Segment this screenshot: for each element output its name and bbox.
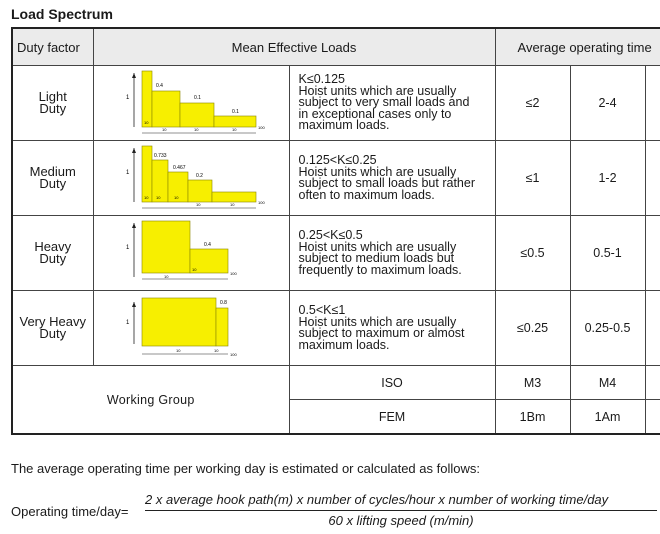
svg-text:1: 1 [126,319,130,326]
description-line: subject to very small loads and [298,95,470,110]
load-description [289,216,495,291]
duty-cell [12,141,93,216]
avg-time-value: 0.5-1 [570,216,645,291]
svg-text:10: 10 [144,119,149,125]
table-header-row [12,28,660,66]
load-spectrum-diagram-very-heavy [116,292,266,362]
load-diagram-cell [93,291,289,366]
table-row-heavy-duty [12,216,660,291]
table-row-light-duty [12,66,660,141]
avg-time-value: ≤0.5 [495,216,570,291]
load-range: 0.5<K≤1 [298,303,346,317]
svg-text:10: 10 [230,201,235,207]
duty-suffix: Duty [39,101,67,116]
duty-name: Heavy [34,239,72,254]
iso-value [645,366,660,400]
iso-label: ISO [289,366,495,400]
svg-text:10: 10 [194,126,199,132]
description-line: subject to small loads but rather [298,176,475,190]
description-line: Hoist units which are usually [298,164,457,179]
avg-time-value: 2-4 [570,66,645,141]
avg-time-value [645,216,660,291]
svg-text:100: 100 [258,124,265,130]
svg-text:0.4: 0.4 [156,82,163,89]
svg-text:100: 100 [258,199,265,205]
duty-cell [12,66,93,141]
svg-text:0.467: 0.467 [173,164,186,171]
load-spectrum-diagram-light [116,67,266,137]
svg-text:0.2: 0.2 [196,172,203,179]
fem-value: 1Bm [495,400,570,435]
avg-time-value [645,291,660,366]
header-mean-loads: Mean Effective Loads [93,28,495,66]
load-diagram-cell [93,66,289,141]
fem-value: 1Am [570,400,645,435]
duty-name: Very Heavy [19,314,86,329]
svg-text:0.733: 0.733 [154,152,167,159]
load-diagram-cell [93,141,289,216]
description-line: maximum loads. [298,337,390,352]
page-title: Load Spectrum [11,6,113,22]
svg-text:10: 10 [156,194,161,200]
svg-text:10: 10 [214,347,219,353]
header-duty-factor: Duty factor [12,28,93,66]
table-row-working-group-iso [12,366,660,400]
formula-denominator: 60 x lifting speed (m/min) [328,513,474,528]
svg-text:10: 10 [174,194,179,200]
description-line: Hoist units which are usually [298,239,457,254]
description-line: frequently to maximum loads. [298,262,462,277]
load-spectrum-diagram-medium [116,142,266,212]
duty-name: Medium [29,164,76,179]
description-line: subject to maximum or almost [298,326,465,340]
header-average-operating-time: Average operating time [495,28,660,66]
duty-suffix: Duty [39,326,67,341]
description-line: subject to medium loads but [298,251,455,265]
svg-text:10: 10 [164,273,169,279]
description-line: often to maximum loads. [298,187,435,202]
fem-value [645,400,660,435]
svg-text:10: 10 [176,347,181,353]
duty-cell [12,216,93,291]
table-row-medium-duty [12,141,660,216]
load-description [289,141,495,216]
avg-time-value: 0.25-0.5 [570,291,645,366]
svg-text:10: 10 [196,201,201,207]
svg-text:10: 10 [144,194,149,200]
svg-text:10: 10 [192,266,197,272]
fem-label: FEM [289,400,495,435]
svg-text:0.4: 0.4 [204,241,211,248]
avg-time-value: ≤1 [495,141,570,216]
avg-time-value [645,66,660,141]
operating-time-note: The average operating time per working day is estimated or calculated as follows: [11,461,480,476]
avg-time-value: 1-2 [570,141,645,216]
svg-text:0.1: 0.1 [194,94,201,101]
load-description [289,66,495,141]
duty-suffix: Duty [39,251,67,266]
formula-lhs: Operating time/day= [11,504,129,519]
svg-text:1: 1 [126,94,130,101]
avg-time-value: ≤2 [495,66,570,141]
avg-time-value: ≤0.25 [495,291,570,366]
duty-name: Light [38,89,67,104]
load-spectrum-table [11,27,660,435]
svg-text:0.1: 0.1 [232,108,239,115]
svg-text:1: 1 [126,244,130,251]
load-range: 0.25<K≤0.5 [298,228,363,242]
load-diagram-cell [93,216,289,291]
description-line: Hoist units which are usually [298,83,457,98]
load-spectrum-diagram-heavy [116,217,266,287]
load-range: K≤0.125 [298,72,345,87]
operating-time-formula [11,492,659,532]
load-description [289,291,495,366]
duty-suffix: Duty [39,176,67,191]
iso-value: M3 [495,366,570,400]
svg-text:100: 100 [230,351,237,357]
svg-text:100: 100 [230,270,237,276]
svg-text:10: 10 [162,126,167,132]
working-group-label: Working Group [12,366,289,435]
description-line: in exceptional cases only to [298,106,452,121]
description-line: Hoist units which are usually [298,314,457,329]
avg-time-value [645,141,660,216]
svg-text:1: 1 [126,169,130,176]
formula-numerator: 2 x average hook path(m) x number of cycles/hour x number of working time/day [145,492,609,507]
load-range: 0.125<K≤0.25 [298,153,377,167]
description-line: maximum loads. [298,118,390,133]
duty-cell [12,291,93,366]
fraction-bar [145,510,657,511]
svg-text:0.8: 0.8 [220,299,227,306]
svg-text:10: 10 [232,126,237,132]
table-row-very-heavy-duty [12,291,660,366]
iso-value: M4 [570,366,645,400]
